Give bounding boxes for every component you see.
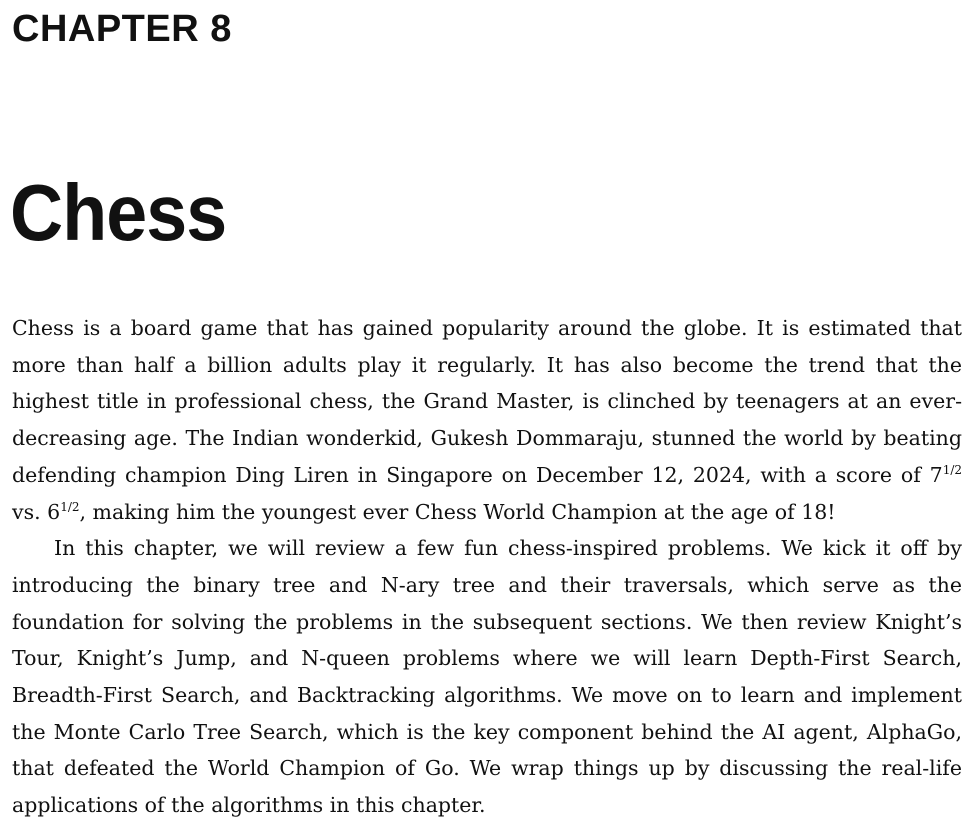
intro-text-part3: , making him the youngest ever Chess World Champion at the age of 18! xyxy=(79,499,836,524)
score-fraction-winner: 1/2 xyxy=(942,462,962,477)
score-fraction-runner-up: 1/2 xyxy=(60,499,80,514)
chapter-label: CHAPTER 8 xyxy=(12,8,232,50)
intro-paragraph xyxy=(12,310,962,530)
overview-paragraph: In this chapter, we will review a few fun chess-inspired problems. We kick it off by introducing the binary tree and N-ary tree and their traversals, which serve as the foundation for solving the problems in the subsequent sections. We then review Knight’s Tour, Knight’s Jump, and N-queen problems where we will learn Depth-First Search, Breadth-First Search, and Backtracking algorithms. We move on to learn and implement the Monte Carlo Tree Search, which is the key component behind the AI agent, AlphaGo, that defeated the World Champion of Go. We wrap things up by discussing the real-life applications of the algorithms in this chapter. xyxy=(12,536,962,818)
chapter-title: Chess xyxy=(10,168,227,257)
intro-text-part2: vs. 6 xyxy=(12,499,61,524)
intro-text-part1: Chess is a board game that has gained popularity around the globe. It is estimated that more than half a billion adults play it regularly. It has also become the trend that the highest title in professional chess, the Grand Master, is clinched by teenagers at an ever-decreasing age. The Indian wonderkid, Gukesh Dommaraju, stunned the world by beating defending champion Ding Liren in Singapore on December 12, 2024, with a score of 7 xyxy=(12,316,962,487)
chapter-intro-text xyxy=(12,310,962,824)
